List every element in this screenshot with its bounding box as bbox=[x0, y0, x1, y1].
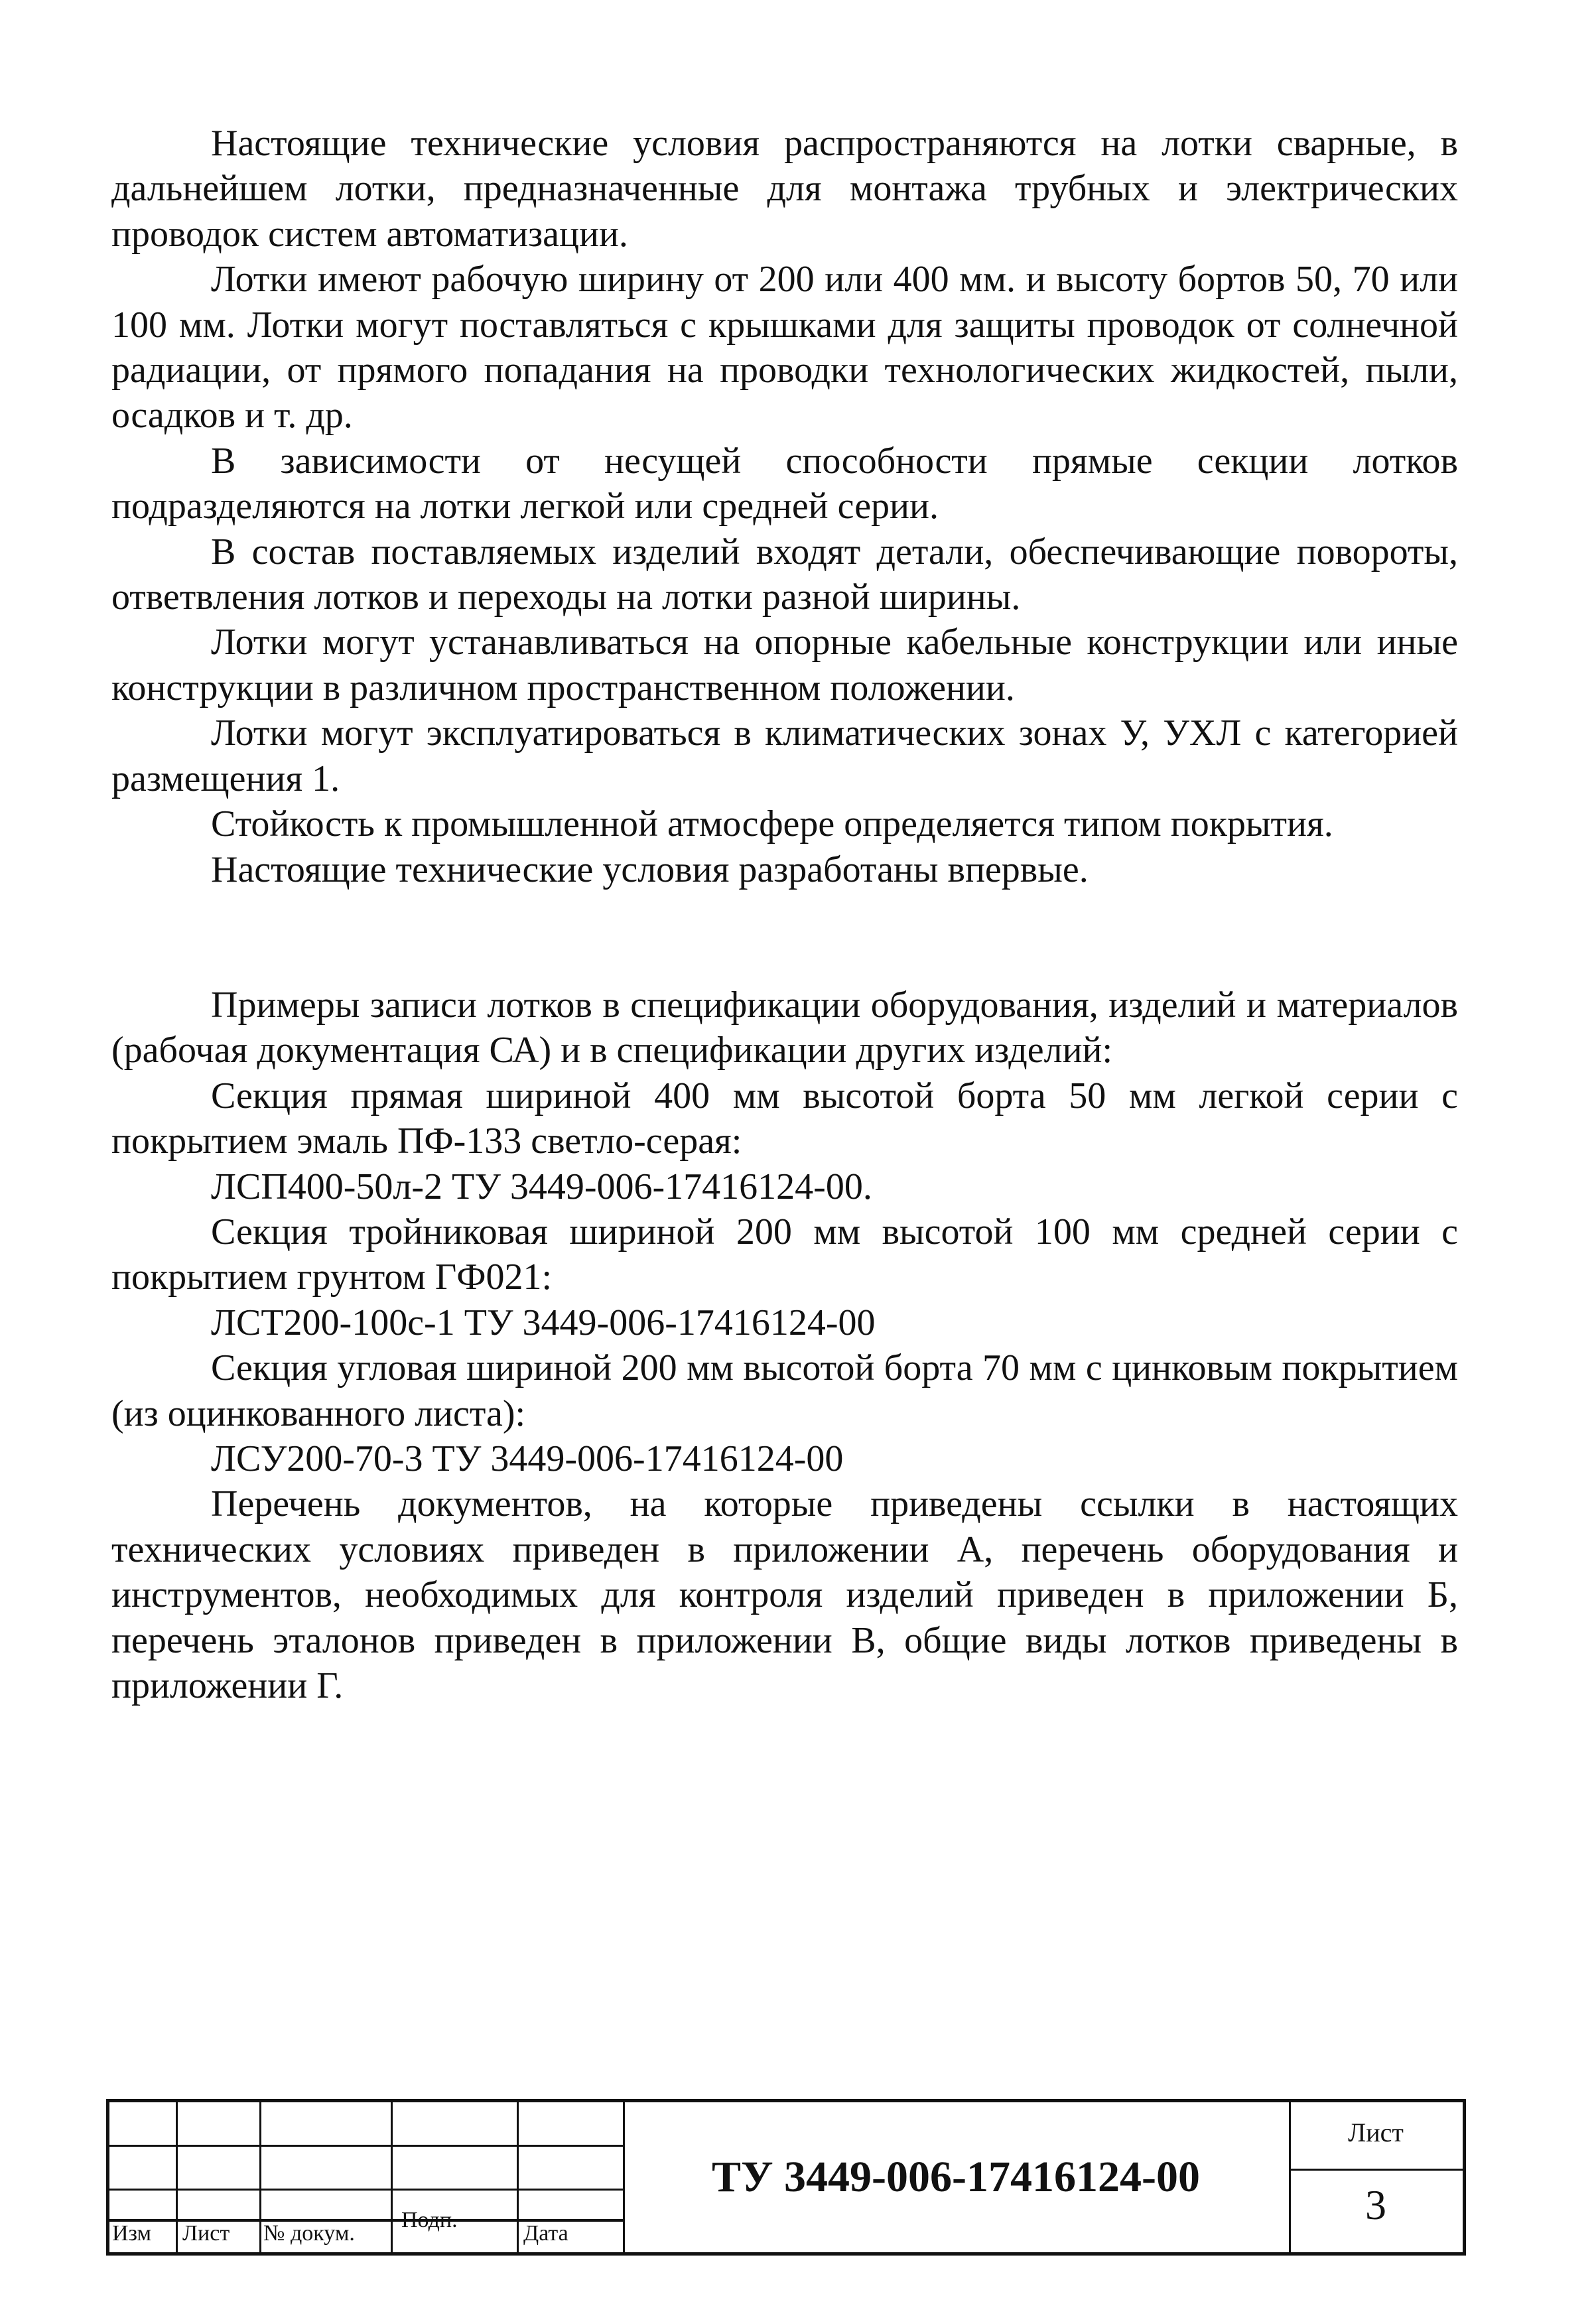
paragraph-scope: Настоящие технические условия распространяются на лотки сварные, в дальнейшем лотки, предназначенные для монтажа трубных и электрических проводок систем автоматизации. bbox=[111, 123, 1458, 255]
stamp-row-divider bbox=[109, 2145, 623, 2147]
document-designation: ТУ 3449-006-17416124-00 bbox=[712, 2153, 1200, 2201]
stamp-divider bbox=[176, 2102, 178, 2252]
designation-straight: ЛСП400-50л-2 ТУ 3449-006-17416124-00. bbox=[211, 1166, 872, 1207]
stamp-row-divider bbox=[109, 2189, 623, 2191]
paragraph-example-angle: Секция угловая шириной 200 мм высотой борта 70 мм с цинковым покрытием (из оцинкованного листа): bbox=[111, 1347, 1458, 1434]
stamp-label-izm: Изм bbox=[112, 2221, 152, 2246]
document-body bbox=[111, 121, 1458, 1708]
paragraph-examples-intro: Примеры записи лотков в спецификации оборудования, изделий и материалов (рабочая документация СА) и в спецификации других изделий: bbox=[111, 984, 1458, 1071]
paragraph-example-tee: Секция тройниковая шириной 200 мм высотой 100 мм средней серии с покрытием грунтом ГФ021: bbox=[111, 1211, 1458, 1298]
paragraph-dimensions: Лотки имеют рабочую ширину от 200 или 400 мм. и высоту бортов 50, 70 или 100 мм. Лотки могут поставляться с крышками для защиты проводок от солнечной радиации, от прямого попадания на проводки технологических жидкостей, пыли, осадков и т. др. bbox=[111, 259, 1458, 437]
paragraph-series: В зависимости от несущей способности прямые секции лотков подразделяются на лотки легкой или средней серии. bbox=[111, 440, 1458, 527]
stamp-label-doc-no: № докум. bbox=[263, 2221, 355, 2246]
stamp-label-list: Лист bbox=[182, 2221, 230, 2246]
sheet-number: 3 bbox=[1365, 2181, 1386, 2228]
sheet-label: Лист bbox=[1348, 2118, 1404, 2147]
stamp-divider bbox=[259, 2102, 261, 2252]
paragraph-climate: Лотки могут эксплуатироваться в климатических зонах У, УХЛ с категорией размещения 1. bbox=[111, 712, 1458, 799]
paragraph-installation: Лотки могут устанавливаться на опорные кабельные конструкции или иные конструкции в различном пространственном положении. bbox=[111, 622, 1458, 709]
stamp-divider bbox=[517, 2102, 519, 2252]
designation-angle: ЛСУ200-70-3 ТУ 3449-006-17416124-00 bbox=[211, 1438, 844, 1479]
title-block-stamp bbox=[106, 2099, 1466, 2256]
paragraph-example-straight: Секция прямая шириной 400 мм высотой борта 50 мм легкой серии с покрытием эмаль ПФ-133 светло-серая: bbox=[111, 1075, 1458, 1162]
paragraph-first-issue: Настоящие технические условия разработаны впервые. bbox=[211, 848, 1089, 890]
designation-tee: ЛСТ200-100с-1 ТУ 3449-006-17416124-00 bbox=[211, 1302, 876, 1343]
stamp-label-podp: Подп. bbox=[401, 2208, 458, 2232]
stamp-label-data: Дата bbox=[523, 2221, 568, 2246]
stamp-sheet-divider bbox=[1289, 2169, 1463, 2171]
paragraph-appendices: Перечень документов, на которые приведены ссылки в настоящих технических условиях приведен в приложении А, перечень оборудования и инструментов, необходимых для контроля изделий приведен в приложении Б, перечень эталонов приведен в приложении В, общие виды лотков приведены в приложении Г. bbox=[111, 1483, 1458, 1706]
stamp-divider bbox=[391, 2102, 393, 2252]
paragraph-resistance: Стойкость к промышленной атмосфере определяется типом покрытия. bbox=[211, 803, 1333, 845]
paragraph-components: В состав поставляемых изделий входят детали, обеспечивающие повороты, ответвления лотков и переходы на лотки разной ширины. bbox=[111, 531, 1458, 618]
